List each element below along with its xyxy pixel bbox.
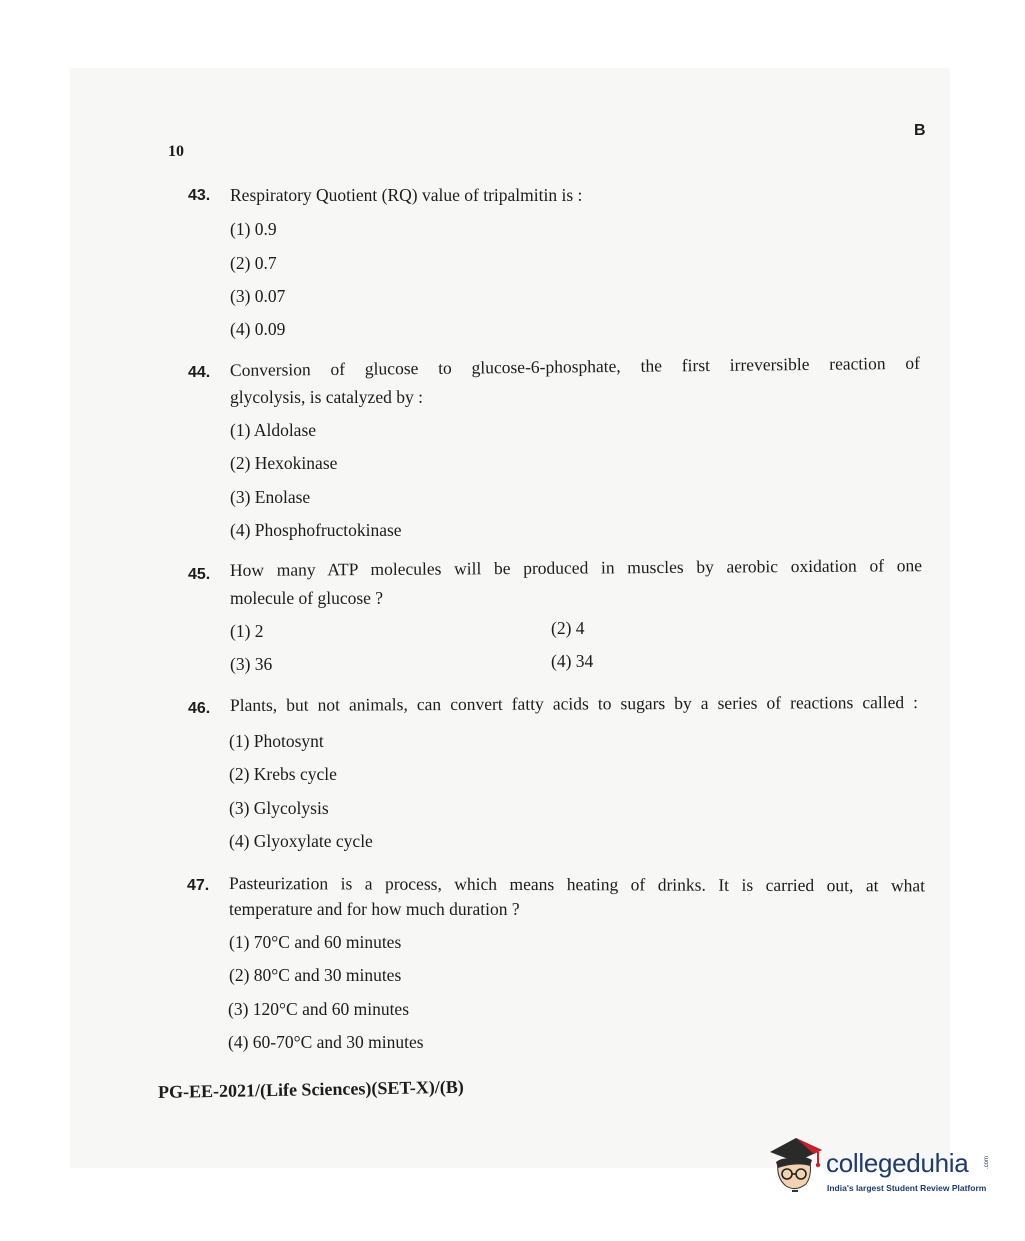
brand-domain-suffix: .com	[984, 1156, 990, 1170]
option: (2) Krebs cycle	[229, 764, 337, 784]
question-number: 44.	[188, 364, 211, 381]
question-text-line: Conversion of glucose to glucose-6-phosphate, the first irreversible reaction of	[229, 352, 921, 380]
option: (2) Hexokinase	[230, 453, 338, 473]
collegedunia-brand: collegeduhia	[826, 1148, 969, 1178]
option: (4) 60-70°C and 30 minutes	[228, 1032, 424, 1052]
option: (1) 0.9	[230, 219, 277, 239]
collegedunia-mascot-icon	[766, 1134, 824, 1196]
page-number: 10	[168, 143, 184, 160]
option: (1) 70°C and 60 minutes	[229, 932, 402, 952]
option: (2) 4	[551, 618, 585, 638]
question-number: 47.	[187, 877, 210, 894]
scanned-page	[70, 68, 950, 1168]
question-number: 45.	[188, 566, 211, 583]
option: (2) 0.7	[230, 253, 277, 273]
paper-code-footer: PG-EE-2021/(Life Sciences)(SET-X)/(B)	[157, 1076, 464, 1102]
question-text-line: glycolysis, is catalyzed by :	[230, 387, 423, 407]
option: (2) 80°C and 30 minutes	[229, 965, 402, 985]
option: (4) 34	[551, 651, 594, 671]
option: (1) 2	[230, 621, 264, 641]
option: (4) Phosphofructokinase	[230, 520, 402, 540]
option: (3) Enolase	[230, 487, 311, 507]
option: (4) 0.09	[230, 319, 286, 339]
option: (1) Photosynt	[229, 731, 324, 751]
set-letter: B	[914, 122, 926, 139]
question-text-line: temperature and for how much duration ?	[229, 899, 520, 919]
option: (1) Aldolase	[230, 420, 317, 440]
question-text: Respiratory Quotient (RQ) value of tripalmitin is :	[230, 185, 583, 205]
collegedunia-tagline: India's largest Student Review Platform	[827, 1183, 987, 1193]
option: (3) Glycolysis	[229, 798, 329, 818]
question-number: 43.	[188, 187, 211, 204]
option: (4) Glyoxylate cycle	[229, 831, 373, 851]
question-text: Plants, but not animals, can convert fatty acids to sugars by a series of reactions called :	[229, 691, 919, 715]
option: (3) 0.07	[230, 286, 286, 306]
question-text-line: Pasteurization is a process, which means heating of drinks. It is carried out, at what	[228, 873, 926, 896]
question-text-line: molecule of glucose ?	[230, 588, 384, 608]
option: (3) 120°C and 60 minutes	[228, 999, 410, 1019]
question-text-line: How many ATP molecules will be produced in muscles by aerobic oxidation of one	[229, 555, 923, 580]
question-number: 46.	[188, 700, 211, 717]
option: (3) 36	[230, 654, 273, 674]
